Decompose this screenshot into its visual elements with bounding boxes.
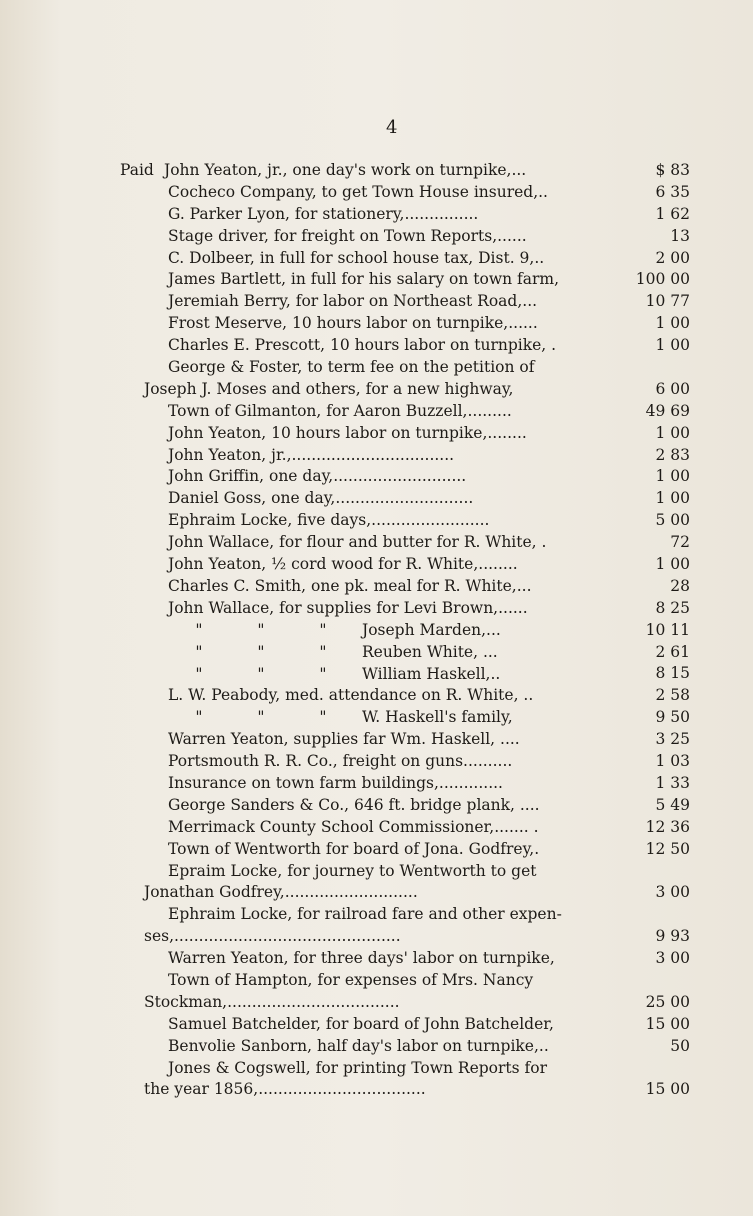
entry-description — [120, 160, 610, 182]
ditto-mark: " — [319, 642, 327, 661]
ledger-entry — [120, 248, 690, 270]
entry-text-continued: ses,.............................................. — [144, 927, 401, 946]
entry-description — [120, 773, 610, 795]
ledger-entry — [120, 291, 690, 313]
entry-description — [120, 817, 610, 839]
entry-amount: 1 62 — [655, 204, 690, 223]
entry-amount: 1 33 — [655, 773, 690, 792]
entry-description — [120, 401, 610, 423]
ledger-entry — [120, 685, 690, 707]
entry-text: Merrimack County School Commissioner,....... . — [168, 817, 539, 836]
entry-amount: 3 00 — [655, 949, 690, 968]
entry-description — [120, 729, 610, 751]
entry-description — [120, 554, 610, 576]
ledger-entry — [120, 269, 690, 291]
entry-description — [120, 204, 610, 226]
ledger-entry — [120, 970, 690, 1014]
ditto-mark: " — [257, 620, 265, 639]
entry-amount: 1 00 — [655, 555, 690, 574]
entry-text: Ephraim Locke, five days,........................ — [168, 511, 490, 530]
entry-description — [120, 839, 610, 861]
entry-text: Daniel Goss, one day,............................ — [168, 489, 474, 508]
entry-amount: 10 11 — [645, 620, 690, 639]
entry-amount: 1 00 — [655, 314, 690, 333]
ledger-entry — [120, 488, 690, 510]
entry-text: C. Dolbeer, in full for school house tax, Dist. 9,.. — [168, 248, 545, 267]
ledger-entry — [120, 401, 690, 423]
ledger-entry — [120, 445, 690, 467]
entry-text-after-ditto: Reuben White, ... — [362, 642, 498, 661]
entry-text: John Wallace, for flour and butter for R. White, . — [168, 533, 547, 552]
entry-amount: 25 00 — [645, 992, 690, 1011]
entry-amount: $ 83 — [655, 160, 690, 179]
entry-text: Samuel Batchelder, for board of John Batchelder, — [168, 1014, 554, 1033]
entry-text: Charles E. Prescott, 10 hours labor on turnpike, . — [168, 336, 557, 355]
entry-description — [120, 532, 610, 554]
entry-description — [120, 576, 610, 598]
entry-text: Charles C. Smith, one pk. meal for R. White,... — [168, 576, 532, 595]
ditto-mark: " — [195, 708, 203, 727]
ledger-entry — [120, 313, 690, 335]
entry-amount: 49 69 — [645, 401, 690, 420]
entry-description — [120, 291, 610, 313]
entry-amount: 6 00 — [655, 379, 690, 398]
ledger-entry — [120, 773, 690, 795]
ledger-entry — [120, 839, 690, 861]
entry-text: Epraim Locke, for journey to Wentworth to get — [168, 861, 537, 880]
entry-text: Jones & Cogswell, for printing Town Reports for — [168, 1058, 548, 1077]
entry-description — [120, 466, 610, 488]
ditto-mark: " — [319, 620, 327, 639]
entry-text: Town of Wentworth for board of Jona. Godfrey,. — [168, 839, 540, 858]
ditto-mark: " — [195, 664, 203, 683]
entry-text-continued: the year 1856,.................................. — [144, 1080, 426, 1099]
entry-text: L. W. Peabody, med. attendance on R. White, .. — [168, 686, 534, 705]
ledger-entry — [120, 1014, 690, 1036]
page-number: 4 — [386, 117, 398, 138]
entry-amount: 28 — [670, 576, 690, 595]
entry-text: G. Parker Lyon, for stationery,............... — [168, 204, 479, 223]
entry-description — [120, 488, 610, 510]
entry-amount: 5 49 — [655, 795, 690, 814]
entry-description — [120, 510, 610, 532]
entry-amount: 10 77 — [645, 292, 690, 311]
ledger-entry — [120, 707, 690, 729]
entry-text: Cocheco Company, to get Town House insured,.. — [168, 182, 548, 201]
entry-amount: 8 25 — [655, 598, 690, 617]
ledger-entry — [120, 620, 690, 642]
entry-description — [120, 751, 610, 773]
ledger-entry — [120, 817, 690, 839]
entry-text: John Wallace, for supplies for Levi Brown,...... — [168, 598, 528, 617]
ledger-entry — [120, 204, 690, 226]
entry-text — [120, 642, 610, 664]
entry-description — [120, 598, 610, 620]
ledger-entry — [120, 423, 690, 445]
ledger-entry — [120, 598, 690, 620]
entry-description — [120, 1014, 610, 1036]
entry-amount: 3 00 — [655, 883, 690, 902]
entry-amount: 12 50 — [645, 839, 690, 858]
entry-text: Ephraim Locke, for railroad fare and other expen- — [168, 905, 562, 924]
entry-text: Town of Hampton, for expenses of Mrs. Nancy — [168, 971, 534, 990]
ledger-entry — [120, 182, 690, 204]
entry-text: Portsmouth R. R. Co., freight on guns.......... — [168, 752, 513, 771]
ditto-mark: " — [195, 642, 203, 661]
ledger-entry — [120, 226, 690, 248]
entry-text: John Yeaton, ½ cord wood for R. White,........ — [168, 555, 518, 574]
entry-text: James Bartlett, in full for his salary on town farm, — [168, 270, 560, 289]
ledger-entry — [120, 510, 690, 532]
entry-amount: 9 50 — [655, 708, 690, 727]
ledger-entry — [120, 664, 690, 686]
entry-description — [120, 1058, 610, 1102]
entry-text-after-ditto: W. Haskell's family, — [362, 708, 513, 727]
entry-text: Town of Gilmanton, for Aaron Buzzell,......... — [168, 401, 512, 420]
entry-description — [120, 445, 610, 467]
entry-description — [120, 970, 610, 1014]
entry-text: Stage driver, for freight on Town Reports,...... — [168, 226, 527, 245]
entry-description — [120, 182, 610, 204]
ledger-entry — [120, 335, 690, 357]
entry-amount: 2 58 — [655, 686, 690, 705]
entry-description — [120, 226, 610, 248]
entry-text: John Yeaton, 10 hours labor on turnpike,........ — [168, 423, 527, 442]
entry-text — [120, 664, 610, 686]
ledger-entry — [120, 1058, 690, 1102]
entry-amount: 1 00 — [655, 336, 690, 355]
entry-amount: 1 03 — [655, 752, 690, 771]
entry-text: Frost Meserve, 10 hours labor on turnpike,...... — [168, 314, 538, 333]
entry-amount: 15 00 — [645, 1080, 690, 1099]
ditto-mark: " — [257, 664, 265, 683]
entry-description — [120, 248, 610, 270]
entry-description — [120, 948, 610, 970]
ledger-entry — [120, 1036, 690, 1058]
entry-text-continued: Joseph J. Moses and others, for a new highway, — [144, 379, 514, 398]
ditto-mark: " — [195, 620, 203, 639]
entry-amount: 9 93 — [655, 927, 690, 946]
entry-description — [120, 707, 610, 729]
entry-description — [120, 620, 610, 642]
entry-amount: 8 15 — [655, 664, 690, 683]
entry-amount: 2 61 — [655, 642, 690, 661]
ledger-entry — [120, 948, 690, 970]
entry-description — [120, 664, 610, 686]
entry-description — [120, 357, 610, 401]
ledger-entry — [120, 861, 690, 905]
ledger-entry — [120, 576, 690, 598]
entry-text — [120, 707, 610, 729]
ledger-entry — [120, 532, 690, 554]
entry-text: George Sanders & Co., 646 ft. bridge plank, .... — [168, 795, 540, 814]
entry-text-after-ditto: William Haskell,.. — [362, 664, 501, 683]
entry-amount: 6 35 — [655, 182, 690, 201]
entry-amount: 5 00 — [655, 511, 690, 530]
ditto-mark: " — [257, 708, 265, 727]
entry-amount: 100 00 — [635, 270, 690, 289]
ledger-entry — [120, 357, 690, 401]
ledger-entry — [120, 642, 690, 664]
entry-amount: 3 25 — [655, 730, 690, 749]
entry-text — [120, 620, 610, 642]
entry-description — [120, 904, 610, 948]
entry-text-after-ditto: Joseph Marden,... — [362, 620, 501, 639]
entry-text: Paid John Yeaton, jr., one day's work on turnpike,... — [120, 160, 610, 182]
entry-amount: 72 — [670, 533, 690, 552]
entry-text: John Griffin, one day,........................... — [168, 467, 467, 486]
entry-description — [120, 335, 610, 357]
entry-description — [120, 861, 610, 905]
ledger-entry — [120, 554, 690, 576]
entry-text: Jeremiah Berry, for labor on Northeast Road,... — [168, 292, 538, 311]
ledger-entry — [120, 795, 690, 817]
entry-description — [120, 269, 610, 291]
entry-description — [120, 423, 610, 445]
ledger-entry — [120, 729, 690, 751]
ditto-mark: " — [257, 642, 265, 661]
entry-amount: 2 83 — [655, 445, 690, 464]
entry-amount: 15 00 — [645, 1014, 690, 1033]
entry-amount: 12 36 — [645, 817, 690, 836]
entry-amount: 1 00 — [655, 467, 690, 486]
entry-text: Warren Yeaton, for three days' labor on turnpike, — [168, 949, 555, 968]
entry-description — [120, 313, 610, 335]
ledger-entry — [120, 751, 690, 773]
ledger-list — [120, 160, 690, 1101]
entry-amount: 1 00 — [655, 489, 690, 508]
ditto-mark: " — [319, 708, 327, 727]
entry-text: Benvolie Sanborn, half day's labor on turnpike,.. — [168, 1036, 549, 1055]
ledger-entry — [120, 160, 690, 182]
entry-amount: 1 00 — [655, 423, 690, 442]
entry-text: Insurance on town farm buildings,............. — [168, 773, 503, 792]
entry-description — [120, 795, 610, 817]
entry-text: Warren Yeaton, supplies far Wm. Haskell, .... — [168, 730, 520, 749]
entry-text-continued: Stockman,................................... — [144, 992, 400, 1011]
ledger-entry — [120, 904, 690, 948]
entry-description — [120, 685, 610, 707]
paid-label: Paid — [120, 161, 154, 179]
entry-amount: 50 — [670, 1036, 690, 1055]
entry-amount: 13 — [670, 226, 690, 245]
entry-description — [120, 642, 610, 664]
entry-text-continued: Jonathan Godfrey,........................... — [144, 883, 418, 902]
entry-text: George & Foster, to term fee on the petition of — [168, 358, 535, 377]
entry-description — [120, 1036, 610, 1058]
ledger-entry — [120, 466, 690, 488]
ditto-mark: " — [319, 664, 327, 683]
entry-amount: 2 00 — [655, 248, 690, 267]
entry-text: John Yeaton, jr.,................................. — [168, 445, 455, 464]
